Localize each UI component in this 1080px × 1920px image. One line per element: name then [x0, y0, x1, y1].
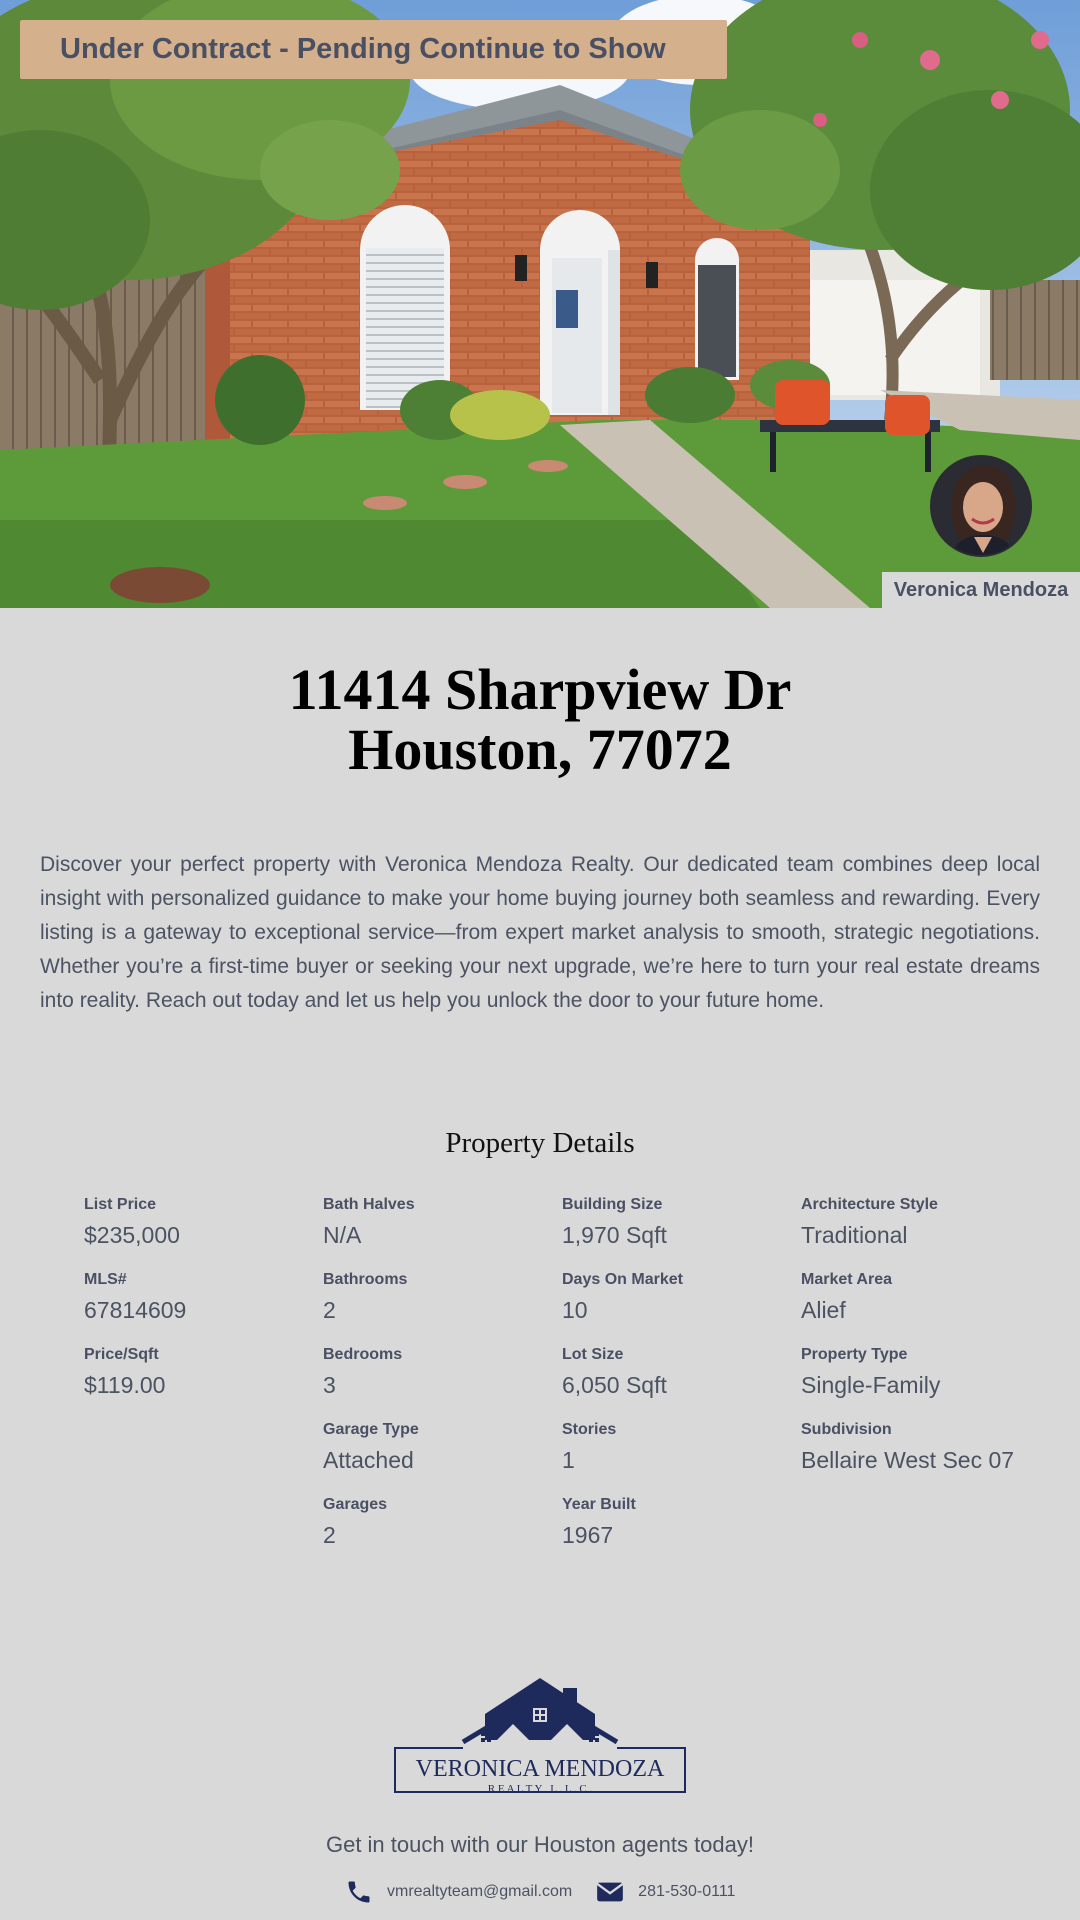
detail-market-area — [801, 1270, 1031, 1345]
detail-label: Bedrooms — [323, 1346, 403, 1363]
detail-year-built — [562, 1495, 801, 1570]
detail-label: MLS# — [84, 1271, 127, 1288]
email-link[interactable]: vmrealtyteam@gmail.com — [387, 1883, 573, 1900]
detail-label: Lot Size — [562, 1346, 624, 1363]
detail-label: Bathrooms — [323, 1271, 408, 1288]
details-title: Property Details — [445, 1127, 635, 1159]
detail-value: 1967 — [562, 1522, 614, 1548]
hero-photo — [0, 0, 1080, 608]
detail-value: Bellaire West Sec 07 — [801, 1447, 1015, 1473]
detail-lot-size — [562, 1345, 801, 1420]
detail-value: 3 — [323, 1372, 336, 1398]
contact-row — [345, 1877, 735, 1907]
phone-icon — [345, 1878, 373, 1906]
detail-label: Year Built — [562, 1496, 636, 1513]
details-grid — [84, 1195, 1044, 1570]
detail-value: 6,050 Sqft — [562, 1372, 667, 1398]
detail-days-on-market — [562, 1270, 801, 1345]
envelope-icon — [596, 1878, 624, 1906]
details-column — [84, 1195, 323, 1570]
detail-label: Garages — [323, 1496, 388, 1513]
detail-label: Price/Sqft — [84, 1346, 159, 1363]
detail-value: Attached — [323, 1447, 414, 1473]
detail-garages — [323, 1495, 562, 1570]
detail-label: Property Type — [801, 1346, 908, 1363]
detail-value: 10 — [562, 1297, 588, 1323]
detail-value: 67814609 — [84, 1297, 187, 1323]
detail-label: Days On Market — [562, 1271, 683, 1288]
detail-value: $235,000 — [84, 1222, 180, 1248]
details-column — [323, 1195, 562, 1570]
agent-name: Veronica Mendoza — [882, 572, 1080, 608]
detail-label: Stories — [562, 1421, 617, 1438]
logo-name: VERONICA MENDOZA — [415, 1756, 665, 1782]
phone-link[interactable]: 281-530-0111 — [638, 1883, 736, 1900]
detail-label: Subdivision — [801, 1421, 892, 1438]
status-banner: Under Contract - Pending Continue to Show — [20, 20, 727, 79]
detail-price-sqft — [84, 1345, 323, 1420]
detail-value: 2 — [323, 1522, 336, 1548]
contact-cta: Get in touch with our Houston agents today! — [325, 1832, 755, 1857]
detail-value: 2 — [323, 1297, 336, 1323]
detail-label: Architecture Style — [801, 1196, 938, 1213]
property-address — [0, 657, 1080, 782]
detail-bedrooms — [323, 1345, 562, 1420]
details-column — [801, 1195, 1031, 1570]
agent-avatar — [930, 455, 1032, 557]
logo-subtitle: R E A L T Y L . L . C . — [487, 1783, 593, 1795]
detail-value: N/A — [323, 1222, 362, 1248]
detail-building-size — [562, 1195, 801, 1270]
detail-value: Alief — [801, 1297, 846, 1323]
detail-value: 1,970 Sqft — [562, 1222, 667, 1248]
detail-stories — [562, 1420, 801, 1495]
detail-bathrooms — [323, 1270, 562, 1345]
detail-list-price — [84, 1195, 323, 1270]
intro-paragraph: Discover your perfect property with Veronica Mendoza Realty. Our dedicated team combines deep local insight with personalized guidance to make your home buying journey both seamless and rewarding. Every listing is a gateway to exceptional service—from expert market analysis to smooth, strategic negotiations. Whether you’re a first-time buyer or seeking your next upgrade, we’re here to turn your real estate dreams into reality. Reach out today and let us help you unlock the door to your future home. — [40, 853, 1040, 1012]
detail-subdivision — [801, 1420, 1031, 1520]
details-column — [562, 1195, 801, 1570]
detail-label: Building Size — [562, 1196, 663, 1213]
detail-label: List Price — [84, 1196, 157, 1213]
detail-value: 1 — [562, 1447, 575, 1473]
address-line-2: Houston, 77072 — [348, 717, 732, 782]
detail-value: Traditional — [801, 1222, 908, 1248]
company-logo — [393, 1676, 687, 1805]
detail-garage-type — [323, 1420, 562, 1495]
detail-label: Bath Halves — [323, 1196, 415, 1213]
detail-architecture-style — [801, 1195, 1031, 1270]
detail-mls — [84, 1270, 323, 1345]
detail-value: $119.00 — [84, 1372, 166, 1398]
detail-label: Market Area — [801, 1271, 893, 1288]
detail-value: Single-Family — [801, 1372, 941, 1398]
house-photo — [0, 0, 1080, 608]
agent-portrait-icon — [932, 457, 1032, 557]
detail-property-type — [801, 1345, 1031, 1420]
address-line-1: 11414 Sharpview Dr — [288, 657, 792, 722]
detail-bath-halves — [323, 1195, 562, 1270]
detail-label: Garage Type — [323, 1421, 419, 1438]
house-logo-icon — [393, 1676, 687, 1800]
